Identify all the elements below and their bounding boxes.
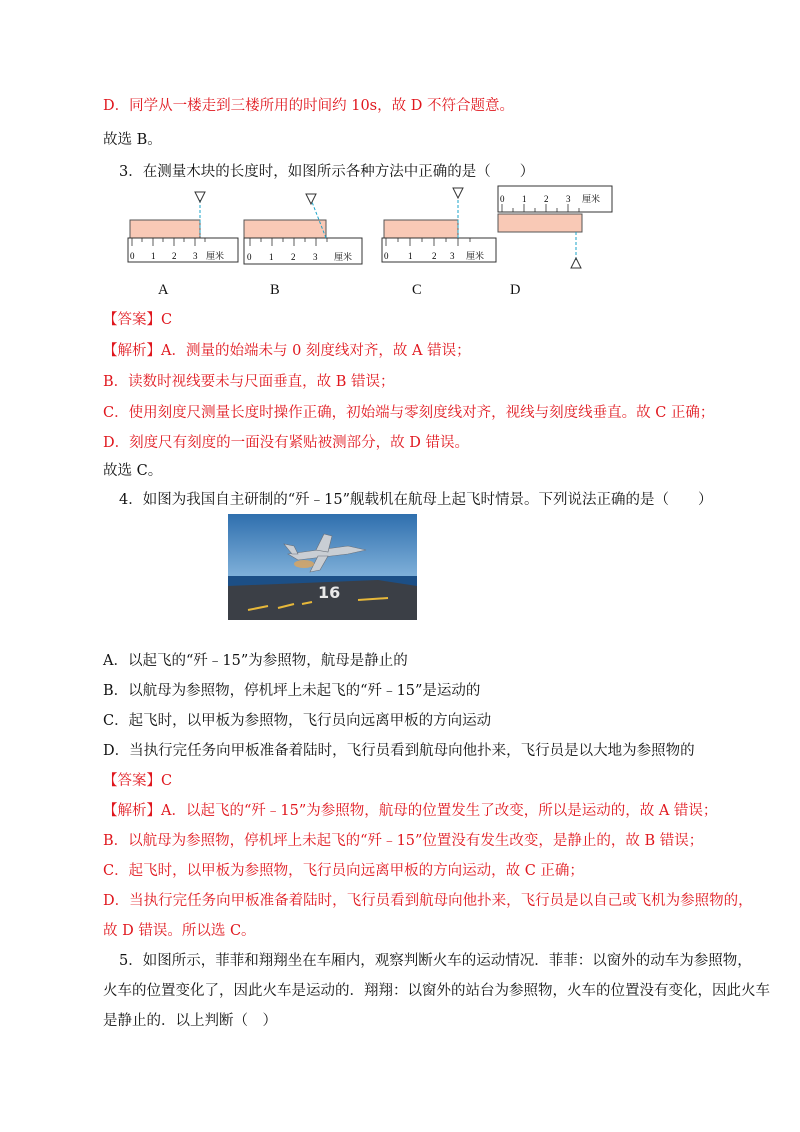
explanation-4d-2: 故 D 错误。所以选 C。 bbox=[103, 923, 256, 939]
svg-text:2: 2 bbox=[432, 251, 437, 261]
svg-text:1: 1 bbox=[151, 251, 156, 261]
question-5-line-2: 火车的位置变化了，因此火车是运动的．翔翔：以窗外的站台为参照物，火车的位置没有变化，因此火车 bbox=[103, 983, 770, 999]
explanation-4b: B．以航母为参照物，停机坪上未起飞的“歼﹣15”位置没有发生改变，是静止的，故 B 错误； bbox=[103, 833, 704, 849]
figure-label-a: A bbox=[158, 282, 169, 298]
svg-text:厘米: 厘米 bbox=[206, 252, 225, 262]
svg-text:1: 1 bbox=[408, 251, 413, 261]
explanation-3c: C．使用刻度尺测量长度时操作正确，初始端与零刻度线对齐，视线与刻度线垂直。故 C 正确； bbox=[103, 405, 715, 421]
svg-text:0: 0 bbox=[384, 251, 389, 261]
svg-text:厘米: 厘米 bbox=[582, 195, 601, 205]
svg-text:厘米: 厘米 bbox=[334, 253, 353, 263]
svg-text:3: 3 bbox=[566, 194, 571, 204]
answer-conclusion-3: 故选 C。 bbox=[103, 463, 163, 479]
figure-c bbox=[382, 188, 496, 262]
svg-text:2: 2 bbox=[291, 252, 296, 262]
svg-text:0: 0 bbox=[500, 194, 505, 204]
question-3: 3．在测量木块的长度时，如图所示各种方法中正确的是（ ） bbox=[119, 164, 535, 180]
figure-b bbox=[244, 194, 362, 264]
svg-text:1: 1 bbox=[522, 194, 527, 204]
figure-label-d: D bbox=[510, 282, 521, 298]
explanation-3a: 【解析】A．测量的始端未与 0 刻度线对齐，故 A 错误； bbox=[103, 343, 471, 359]
question-4: 4．如图为我国自主研制的“歼﹣15”舰载机在航母上起飞时情景。下列说法正确的是（ ） bbox=[119, 492, 713, 508]
question-5-line-3: 是静止的．以上判断（ ） bbox=[103, 1013, 277, 1029]
svg-text:3: 3 bbox=[193, 251, 198, 261]
svg-text:3: 3 bbox=[450, 251, 455, 261]
carrier-jet-photo bbox=[228, 514, 417, 620]
explanation-4d-1: D．当执行完任务向甲板准备着陆时，飞行员看到航母向他扑来，飞行员是以自己或飞机为参照物的， bbox=[103, 893, 753, 909]
option-4d: D．当执行完任务向甲板准备着陆时，飞行员看到航母向他扑来，飞行员是以大地为参照物的 bbox=[103, 743, 695, 759]
answer-conclusion: 故选 B。 bbox=[103, 132, 162, 148]
answer-3: 【答案】C bbox=[103, 312, 173, 328]
option-4c: C．起飞时，以甲板为参照物，飞行员向远离甲板的方向运动 bbox=[103, 713, 492, 729]
svg-text:0: 0 bbox=[247, 252, 252, 262]
question-5-line-1: 5．如图所示，菲菲和翔翔坐在车厢内，观察判断火车的运动情况．菲菲：以窗外的动车为参照物， bbox=[119, 953, 752, 969]
explanation-3d: D．刻度尺有刻度的一面没有紧贴被测部分，故 D 错误。 bbox=[103, 435, 469, 451]
figure-label-c: C bbox=[412, 282, 422, 298]
option-4a: A．以起飞的“歼﹣15”为参照物，航母是静止的 bbox=[103, 653, 408, 669]
ruler-figures bbox=[120, 180, 640, 300]
deck-number: 16 bbox=[318, 583, 341, 602]
svg-text:3: 3 bbox=[313, 252, 318, 262]
explanation-4a: 【解析】A．以起飞的“歼﹣15”为参照物，航母的位置发生了改变，所以是运动的，故 A 错误； bbox=[103, 803, 718, 819]
explanation-line: D．同学从一楼走到三楼所用的时间约 10s，故 D 不符合题意。 bbox=[103, 98, 514, 114]
figure-label-b: B bbox=[270, 282, 280, 298]
svg-text:厘米: 厘米 bbox=[466, 252, 485, 262]
svg-text:2: 2 bbox=[544, 194, 549, 204]
explanation-4c: C．起飞时，以甲板为参照物，飞行员向远离甲板的方向运动，故 C 正确； bbox=[103, 863, 584, 879]
answer-4: 【答案】C bbox=[103, 773, 173, 789]
figure-d bbox=[498, 186, 612, 268]
figure-a bbox=[128, 192, 238, 262]
svg-text:1: 1 bbox=[269, 252, 274, 262]
option-4b: B．以航母为参照物，停机坪上未起飞的“歼﹣15”是运动的 bbox=[103, 683, 481, 699]
explanation-3b: B．读数时视线要未与尺面垂直，故 B 错误； bbox=[103, 374, 395, 390]
svg-text:0: 0 bbox=[130, 251, 135, 261]
svg-text:2: 2 bbox=[172, 251, 177, 261]
